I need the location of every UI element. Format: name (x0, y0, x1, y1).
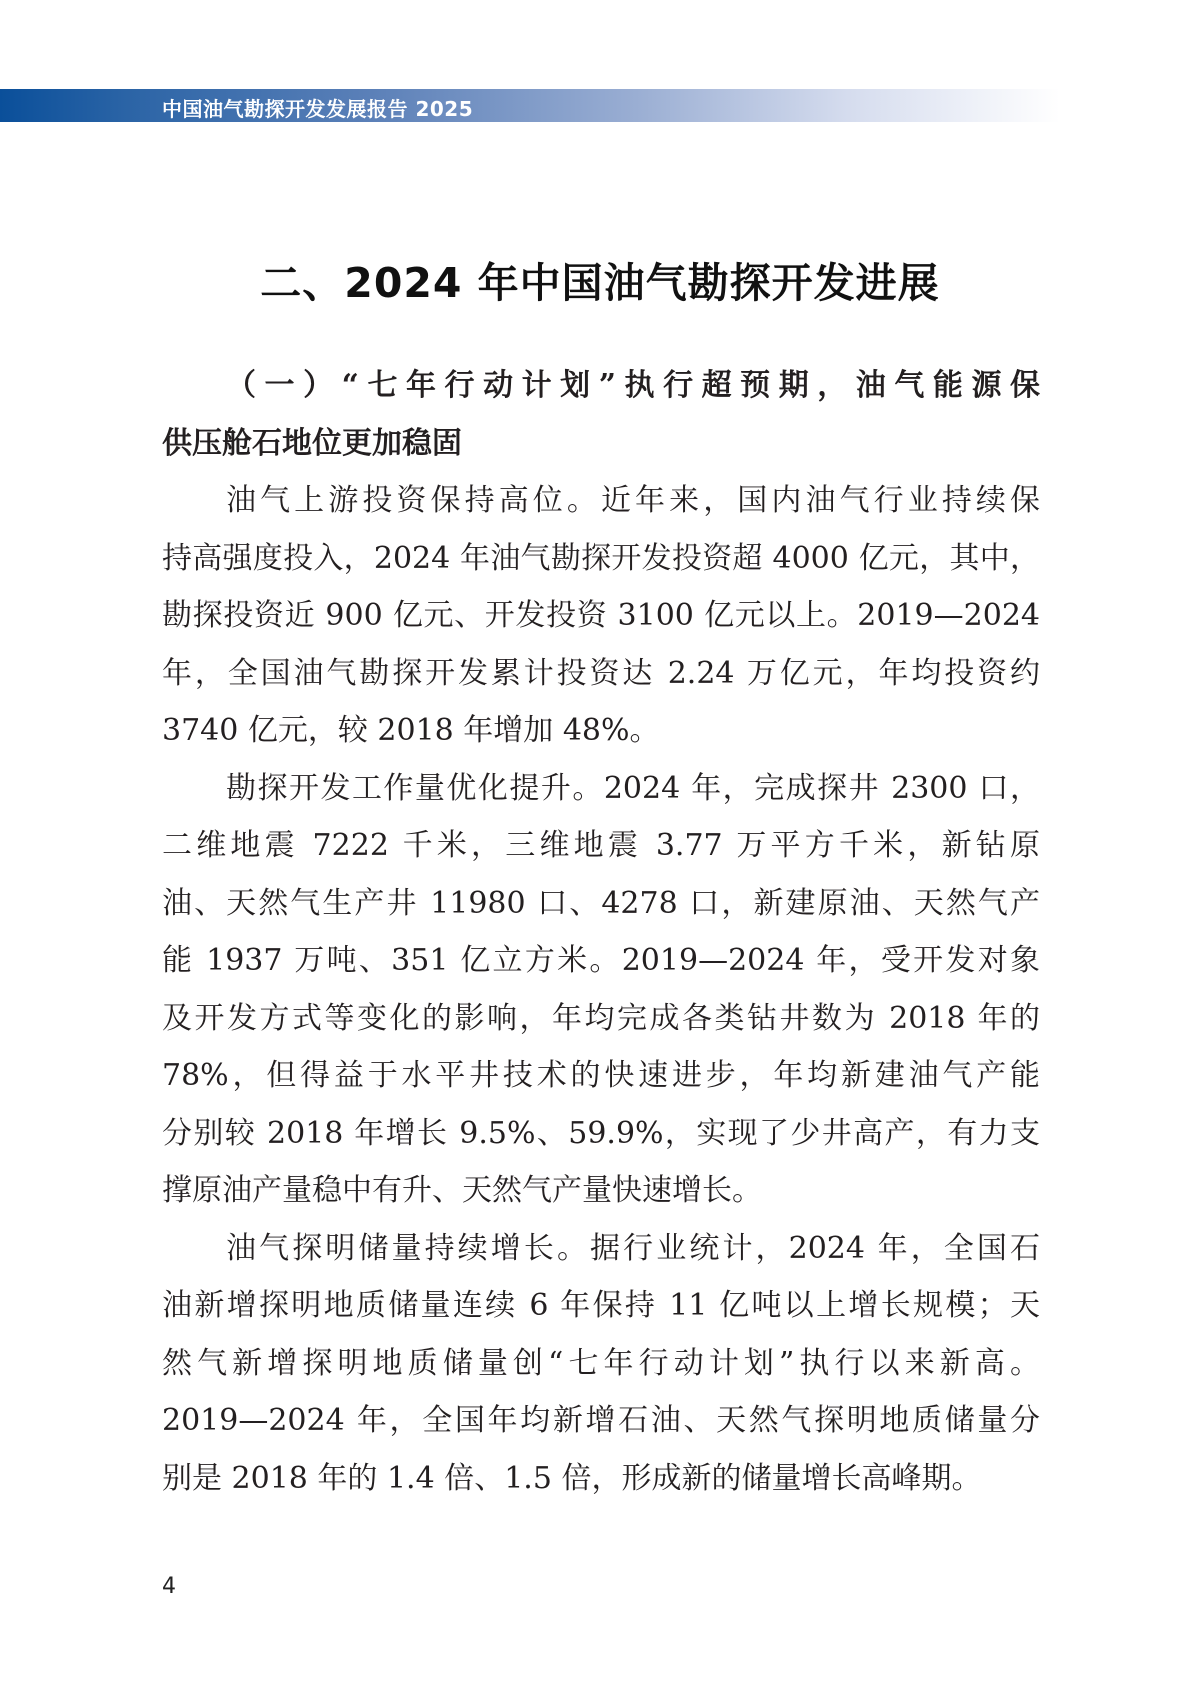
subsection-heading-line: （一）“七年行动计划”执行超预期，油气能源保 (226, 368, 1040, 403)
paragraph-3-line: 油新增探明地质储量连续 6 年保持 11 亿吨以上增长规模；天 (162, 1288, 1040, 1323)
paragraph-1-line: 勘探投资近 900 亿元、开发投资 3100 亿元以上。2019—2024 (162, 598, 1040, 633)
paragraph-1-line: 年，全国油气勘探开发累计投资达 2.24 万亿元，年均投资约 (162, 655, 1040, 691)
paragraph-2-line: 勘探开发工作量优化提升。2024 年，完成探井 2300 口， (226, 770, 1040, 806)
paragraph-2-line: 油、天然气生产井 11980 口、4278 口，新建原油、天然气产 (162, 885, 1040, 921)
paragraph-1-line: 持高强度投入，2024 年油气勘探开发投资超 4000 亿元，其中， (162, 540, 1040, 576)
paragraph-2-line: 撑原油产量稳中有升、天然气产量快速增长。 (162, 1173, 762, 1208)
running-header-title: 中国油气勘探开发发展报告 2025 (162, 97, 474, 121)
paragraph-3-line: 2019—2024 年，全国年均新增石油、天然气探明地质储量分 (162, 1403, 1040, 1438)
section-title: 二、2024 年中国油气勘探开发进展 (260, 259, 940, 307)
paragraph-3-line: 然气新增探明地质储量创“七年行动计划”执行以来新高。 (162, 1345, 1040, 1381)
paragraph-2-line: 能 1937 万吨、351 亿立方米。2019—2024 年，受开发对象 (162, 943, 1040, 978)
paragraph-3-line: 油气探明储量持续增长。据行业统计，2024 年，全国石 (226, 1230, 1040, 1266)
subsection-heading-line: 供压舱石地位更加稳固 (162, 425, 462, 461)
paragraph-1-line: 油气上游投资保持高位。近年来，国内油气行业持续保 (226, 483, 1040, 518)
paragraph-2-line: 分别较 2018 年增长 9.5%、59.9%，实现了少井高产，有力支 (162, 1115, 1040, 1151)
paragraph-3-line: 别是 2018 年的 1.4 倍、1.5 倍，形成新的储量增长高峰期。 (162, 1460, 982, 1496)
paragraph-1-line: 3740 亿元，较 2018 年增加 48%。 (162, 713, 660, 748)
running-header-band (0, 89, 1060, 122)
paragraph-2-line: 及开发方式等变化的影响，年均完成各类钻井数为 2018 年的 (162, 1000, 1040, 1036)
page-number: 4 (162, 1574, 176, 1599)
paragraph-2-line: 二维地震 7222 千米，三维地震 3.77 万平方千米，新钻原 (162, 828, 1040, 863)
paragraph-2-line: 78%，但得益于水平井技术的快速进步，年均新建油气产能 (162, 1058, 1040, 1093)
